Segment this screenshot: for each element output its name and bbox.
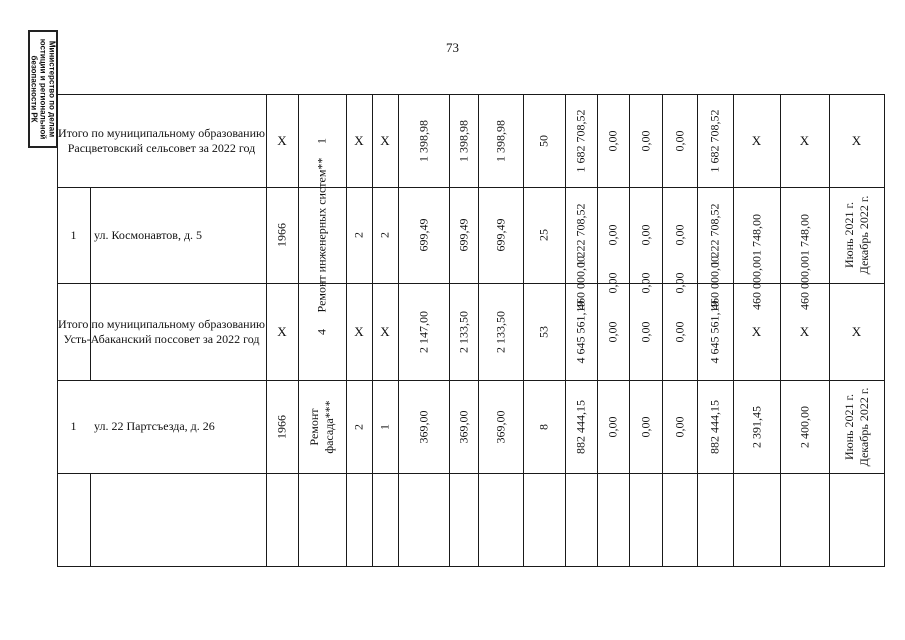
total-value: [662, 94, 697, 187]
total-value-text: 2 147,00: [416, 310, 430, 353]
stamp-line: Министерство по делам: [47, 40, 57, 138]
total-value: [597, 283, 629, 380]
row-value: [697, 380, 733, 473]
row-year: [266, 187, 298, 283]
row-value-text: 2 391,45: [749, 405, 763, 448]
total-value: [478, 283, 523, 380]
total-value: X: [751, 133, 762, 148]
row-value-text: 369,00: [416, 410, 430, 443]
row-dates-line: Декабрь 2022 г.: [856, 195, 871, 275]
row-cost-text: 460 000,00: [707, 256, 722, 310]
row-entrances-text: 2: [377, 232, 392, 238]
total-value: [662, 283, 697, 380]
row-address: ул. Космонавтов, д. 5: [94, 227, 203, 242]
total-value-text: 1 398,98: [456, 119, 470, 162]
total-value: X: [851, 324, 862, 339]
row-value-text: 8: [536, 423, 551, 430]
total-value: [523, 283, 565, 380]
total-value: [629, 283, 662, 380]
row-value: [398, 380, 449, 473]
total-value-text: 4 645 561,19: [573, 300, 588, 363]
row-value-text: 882 444,15: [573, 399, 588, 454]
row-cost-text: 460 000,00: [797, 256, 811, 310]
row-work-line: фасада***: [322, 399, 336, 454]
row-cost-text: 1 222 708,52: [573, 203, 588, 267]
total-value-text: 53: [536, 325, 551, 338]
row-work: [298, 157, 346, 313]
total-value: [398, 283, 449, 380]
total-value-text: 1 682 708,52: [573, 109, 588, 172]
row-dates-line: Декабрь 2022 г.: [856, 387, 871, 466]
total-value: [565, 94, 597, 187]
total-value: [478, 94, 523, 187]
stamp-line: юстиции и региональной: [38, 38, 48, 140]
row-dates-line: Июнь 2021 г.: [841, 201, 856, 269]
row-work-text: Ремонт инженерных систем**: [314, 157, 329, 313]
row-cost-text: 0,00: [605, 224, 620, 246]
row-entrances-text: 1: [377, 423, 392, 430]
registration-stamp: [28, 30, 58, 148]
row-floors: [346, 187, 372, 283]
total-value: [449, 283, 478, 380]
row-dates-text: [842, 196, 872, 275]
total-value: X: [354, 324, 364, 339]
row-year-text: 1966: [274, 223, 289, 247]
row-value: [662, 380, 697, 473]
stamp-line: безопасности РК: [29, 55, 39, 123]
row-number: 1: [70, 227, 77, 242]
row-cost-text: 0,00: [605, 272, 620, 294]
row-area-total: [398, 187, 449, 283]
total-value: X: [380, 133, 390, 148]
table-rule: [57, 473, 885, 474]
row-cost-text: 0,00: [672, 224, 686, 246]
row-cost-text: 0,00: [638, 224, 652, 246]
row-entrances: [372, 380, 398, 473]
row-value-text: 369,00: [493, 410, 507, 443]
total-value-text: 4 645 561,19: [707, 300, 722, 363]
row-work: [298, 380, 346, 473]
row-cost-text: 1 222 708,52: [707, 203, 722, 267]
table-rule: [90, 473, 91, 567]
row-area-residential: [478, 187, 523, 283]
total-value-text: 1: [314, 137, 329, 144]
total-label: Итого по муниципальному образованию Расцветовский сельсовет за 2022 год: [58, 125, 265, 155]
row-floors-text: 2: [351, 232, 366, 238]
row-area-living-text: 699,49: [456, 218, 470, 252]
row-residents: [523, 187, 565, 283]
page-number: 73: [446, 40, 459, 55]
row-work-line: Ремонт: [307, 407, 321, 446]
row-value: [629, 380, 662, 473]
row-cost-text: 1 748,00: [797, 214, 811, 256]
total-value-text: 0,00: [638, 130, 652, 151]
total-value: [523, 94, 565, 187]
row-value: [565, 380, 597, 473]
total-value: [398, 94, 449, 187]
total-value: [597, 94, 629, 187]
row-residents-text: 25: [536, 229, 551, 241]
row-number: 1: [70, 419, 77, 433]
row-dates: [829, 380, 884, 473]
row-area-total-text: 699,49: [416, 218, 430, 252]
row-cost: [662, 187, 697, 283]
row-value-text: 0,00: [638, 416, 652, 437]
row-area-living: [449, 187, 478, 283]
total-value-text: 0,00: [605, 321, 620, 342]
total-value-text: 2 133,50: [493, 310, 507, 353]
row-year: [266, 380, 298, 473]
row-entrances: [372, 187, 398, 283]
total-value-text: 0,00: [638, 321, 652, 342]
table-rule: [57, 566, 885, 567]
row-cost-text: 460 000,00: [749, 256, 763, 310]
total-value: X: [277, 324, 287, 339]
row-floors-text: 2: [351, 423, 366, 430]
row-value: [523, 380, 565, 473]
row-value: [780, 380, 829, 473]
row-value-text: 0,00: [672, 416, 686, 437]
row-address: ул. 22 Партсъезда, д. 26: [94, 419, 215, 433]
total-value-text: 1 398,98: [493, 119, 507, 162]
row-value-text: 882 444,15: [707, 399, 722, 454]
row-value-text: 0,00: [605, 416, 620, 437]
total-value-text: 4: [314, 328, 329, 335]
total-value-text: 1 398,98: [416, 119, 430, 162]
total-value: X: [380, 324, 390, 339]
total-value: X: [851, 133, 862, 148]
row-cost: [629, 187, 662, 283]
row-cost-text: 460 000,00: [573, 256, 588, 310]
total-value: X: [354, 133, 364, 148]
row-cost-text: 1 748,00: [749, 214, 763, 256]
total-value: X: [751, 324, 762, 339]
row-dates-text: [842, 387, 872, 466]
row-value-text: 369,00: [456, 410, 470, 443]
row-value: [597, 380, 629, 473]
total-value: X: [799, 324, 810, 339]
row-dates: [829, 187, 884, 283]
row-dates-line: Июнь 2021 г.: [841, 393, 856, 460]
row-value-text: 2 400,00: [797, 405, 811, 448]
row-floors: [346, 380, 372, 473]
total-value-text: 0,00: [672, 130, 686, 151]
total-value: [697, 94, 733, 187]
total-label: Итого по муниципальному образованию Усть-Абаканский поссовет за 2022 год: [58, 316, 265, 346]
row-value: [733, 380, 780, 473]
row-cost-text: 0,00: [672, 272, 686, 294]
row-value: [478, 380, 523, 473]
total-value-text: 50: [536, 134, 551, 147]
total-value: X: [799, 133, 810, 148]
total-value-text: 0,00: [605, 130, 620, 151]
row-cost: [597, 187, 629, 283]
total-value-text: 2 133,50: [456, 310, 470, 353]
total-value: [629, 94, 662, 187]
total-value: X: [277, 133, 287, 148]
table-rule: [884, 94, 885, 567]
row-year-text: 1966: [274, 414, 289, 439]
row-work-text: [307, 400, 337, 453]
total-value-text: 1 682 708,52: [707, 109, 722, 172]
total-value-text: 0,00: [672, 321, 686, 342]
row-cost-text: 0,00: [638, 272, 652, 294]
row-value: [449, 380, 478, 473]
total-value: [449, 94, 478, 187]
row-area-residential-text: 699,49: [493, 218, 507, 252]
